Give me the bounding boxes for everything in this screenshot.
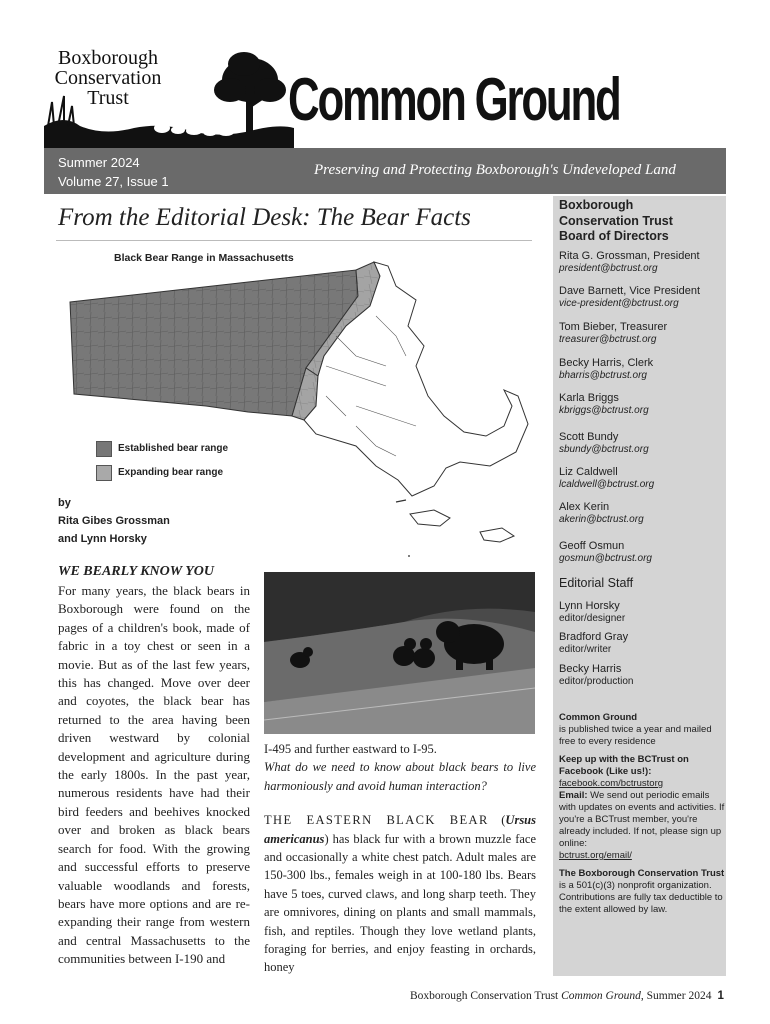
article-heading: From the Editorial Desk: The Bear Facts xyxy=(58,204,471,231)
staff-member xyxy=(559,631,628,656)
staff-role: editor/designer xyxy=(559,613,626,624)
staff-role: editor/production xyxy=(559,676,634,687)
issue-season: Summer 2024 xyxy=(58,155,140,170)
facebook-link[interactable]: facebook.com/bctrustorg xyxy=(559,778,664,789)
byline-author: Rita Gibes Grossman xyxy=(58,515,170,527)
newsletter-title: Common Ground xyxy=(288,66,620,133)
footer-issue: , Summer 2024 xyxy=(640,990,712,1002)
publication-schedule: is published twice a year and mailed free to every residence xyxy=(559,724,712,747)
org-name-line: Boxborough xyxy=(58,47,158,69)
board-member xyxy=(559,285,700,310)
byline-author: and Lynn Horsky xyxy=(58,533,147,545)
member-email[interactable]: sbundy@bctrust.org xyxy=(559,444,649,455)
member-name: Tom Bieber, Treasurer xyxy=(559,321,668,333)
staff-role: editor/writer xyxy=(559,644,612,655)
legend-swatch-expanding xyxy=(96,465,112,481)
footer-org: Boxborough Conservation Trust xyxy=(410,990,562,1002)
member-name: Alex Kerin xyxy=(559,501,610,513)
member-email[interactable]: president@bctrust.org xyxy=(559,263,658,274)
nonprofit-statement: is a 501(c)(3) nonprofit organization. Contributions are fully tax deductible to the extent allowed by law. xyxy=(559,880,723,915)
masthead-band xyxy=(44,148,726,194)
member-name: Geoff Osmun xyxy=(559,540,625,552)
article-question: What do we need to know about black bears to live harmoniously and avoid human interaction? xyxy=(264,760,536,793)
member-email[interactable]: akerin@bctrust.org xyxy=(559,514,644,525)
member-name: Dave Barnett, Vice President xyxy=(559,285,701,297)
email-signup-text: We send out periodic emails with updates on events and activities. If you're a BCTrust member, you're already included. If not, please sign up online: xyxy=(559,790,725,849)
legend-label: Established bear range xyxy=(118,443,229,454)
masthead xyxy=(44,44,726,196)
org-logo xyxy=(44,44,294,148)
article-body-column-1: For many years, the black bears in Boxborough were found on the pages of a children's book, made of fabric in a toy chest or seen in a movie. But as of the last few years, this has changed. Move over deer and coyotes, the black bear has returned to the area having been driven westward by colonial development and agriculture during the early 1800s. In the past year, numerous residents have had their bird feeders and beehives knocked over and broken as black bears search for food. With the growing and successful efforts to preserve valuable woodlands and forests, bears have more options and are re-expanding their range from western and central Massachusetts to the communities between I-190 and xyxy=(58,583,250,967)
email-signup-link[interactable]: bctrust.org/email/ xyxy=(559,850,632,861)
member-email[interactable]: vice-president@bctrust.org xyxy=(559,298,679,309)
member-email[interactable]: gosmun@bctrust.org xyxy=(559,553,652,564)
black-bear-family-photo xyxy=(264,572,535,734)
issue-volume: Volume 27, Issue 1 xyxy=(58,174,169,189)
article-continuation: I-495 and further eastward to I-95. xyxy=(264,742,437,756)
board-member xyxy=(559,321,667,346)
legend-label: Expanding bear range xyxy=(118,467,224,478)
section-subhead: WE BEARLY KNOW YOU xyxy=(58,564,214,579)
member-name: Karla Briggs xyxy=(559,392,619,404)
species-lead: THE EASTERN BLACK BEAR xyxy=(264,813,489,828)
member-email[interactable]: treasurer@bctrust.org xyxy=(559,334,657,345)
staff-name: Lynn Horsky xyxy=(559,600,620,612)
board-member xyxy=(559,501,644,526)
staff-member xyxy=(559,600,625,625)
member-name: Scott Bundy xyxy=(559,431,619,443)
staff-member xyxy=(559,663,634,688)
org-name-line: Trust xyxy=(87,87,129,109)
map-title: Black Bear Range in Massachusetts xyxy=(114,252,294,264)
board-heading-line: Boxborough xyxy=(559,198,634,212)
board-heading xyxy=(559,198,673,245)
staff-name: Bradford Gray xyxy=(559,631,629,643)
board-heading-line: Conservation Trust xyxy=(559,213,673,228)
sidebar xyxy=(553,196,726,976)
byline xyxy=(58,494,170,548)
member-name: Liz Caldwell xyxy=(559,466,618,478)
legend-swatch-established xyxy=(96,441,112,457)
board-member xyxy=(559,431,649,456)
board-member xyxy=(559,250,700,275)
page-number: 1 xyxy=(717,990,724,1002)
footer-publication: Common Ground xyxy=(561,990,641,1002)
byline-line: by xyxy=(58,497,71,509)
org-name xyxy=(52,48,164,108)
member-email[interactable]: lcaldwell@bctrust.org xyxy=(559,479,655,490)
species-paragraph: THE EASTERN BLACK BEAR (Ursus americanus) has black fur with a brown muzzle face and occasionally a white chest patch. Adult males are 150-300 lbs., females weigh in at 100-180 lbs. Bears have 5 toes, curved claws, and long sharp teeth. They are omnivores, dining on plants and small mammals, fish, and reptiles. Though they love wetland plants, foraging for berries, and enjoy feasting in orchards, honey xyxy=(264,813,536,975)
article-body-column-2 xyxy=(264,740,536,977)
board-member xyxy=(559,392,649,417)
org-name-line: Conservation xyxy=(54,67,162,89)
publication-info xyxy=(559,712,725,916)
marthas-vineyard-island xyxy=(410,510,450,526)
email-label: Email: xyxy=(559,790,588,801)
editorial-staff-heading: Editorial Staff xyxy=(559,576,634,590)
member-email[interactable]: kbriggs@bctrust.org xyxy=(559,405,649,416)
nonprofit-title: The Boxborough Conservation Trust xyxy=(559,868,725,879)
board-member xyxy=(559,357,653,382)
species-description: has black fur with a brown muzzle face and occasionally a white chest patch. Adult males are 150-300 lbs., females weigh in at 100-180 lbs. Bears have 5 toes, curved claws, and long sharp teeth. They are omnivores, dining on plants and small mammals, fish, and reptiles. Though they love wetland plants, foraging for berries, and enjoy feasting in orchards, honey xyxy=(264,831,536,975)
species-latin-name: Ursus americanus xyxy=(264,813,536,846)
member-name: Becky Harris, Clerk xyxy=(559,357,654,369)
staff-name: Becky Harris xyxy=(559,663,622,675)
member-name: Rita G. Grossman, President xyxy=(559,250,700,262)
facebook-label: Keep up with the BCTrust on Facebook (Like us!): xyxy=(559,754,689,777)
tagline: Preserving and Protecting Boxborough's Undeveloped Land xyxy=(314,162,676,178)
member-email[interactable]: bharris@bctrust.org xyxy=(559,370,647,381)
board-member xyxy=(559,466,654,491)
heading-divider xyxy=(56,240,532,241)
nantucket-island xyxy=(480,528,514,542)
board-member xyxy=(559,540,652,565)
page-footer xyxy=(410,990,724,1002)
board-heading-line: Board of Directors xyxy=(559,229,669,243)
publication-title: Common Ground xyxy=(559,712,638,723)
